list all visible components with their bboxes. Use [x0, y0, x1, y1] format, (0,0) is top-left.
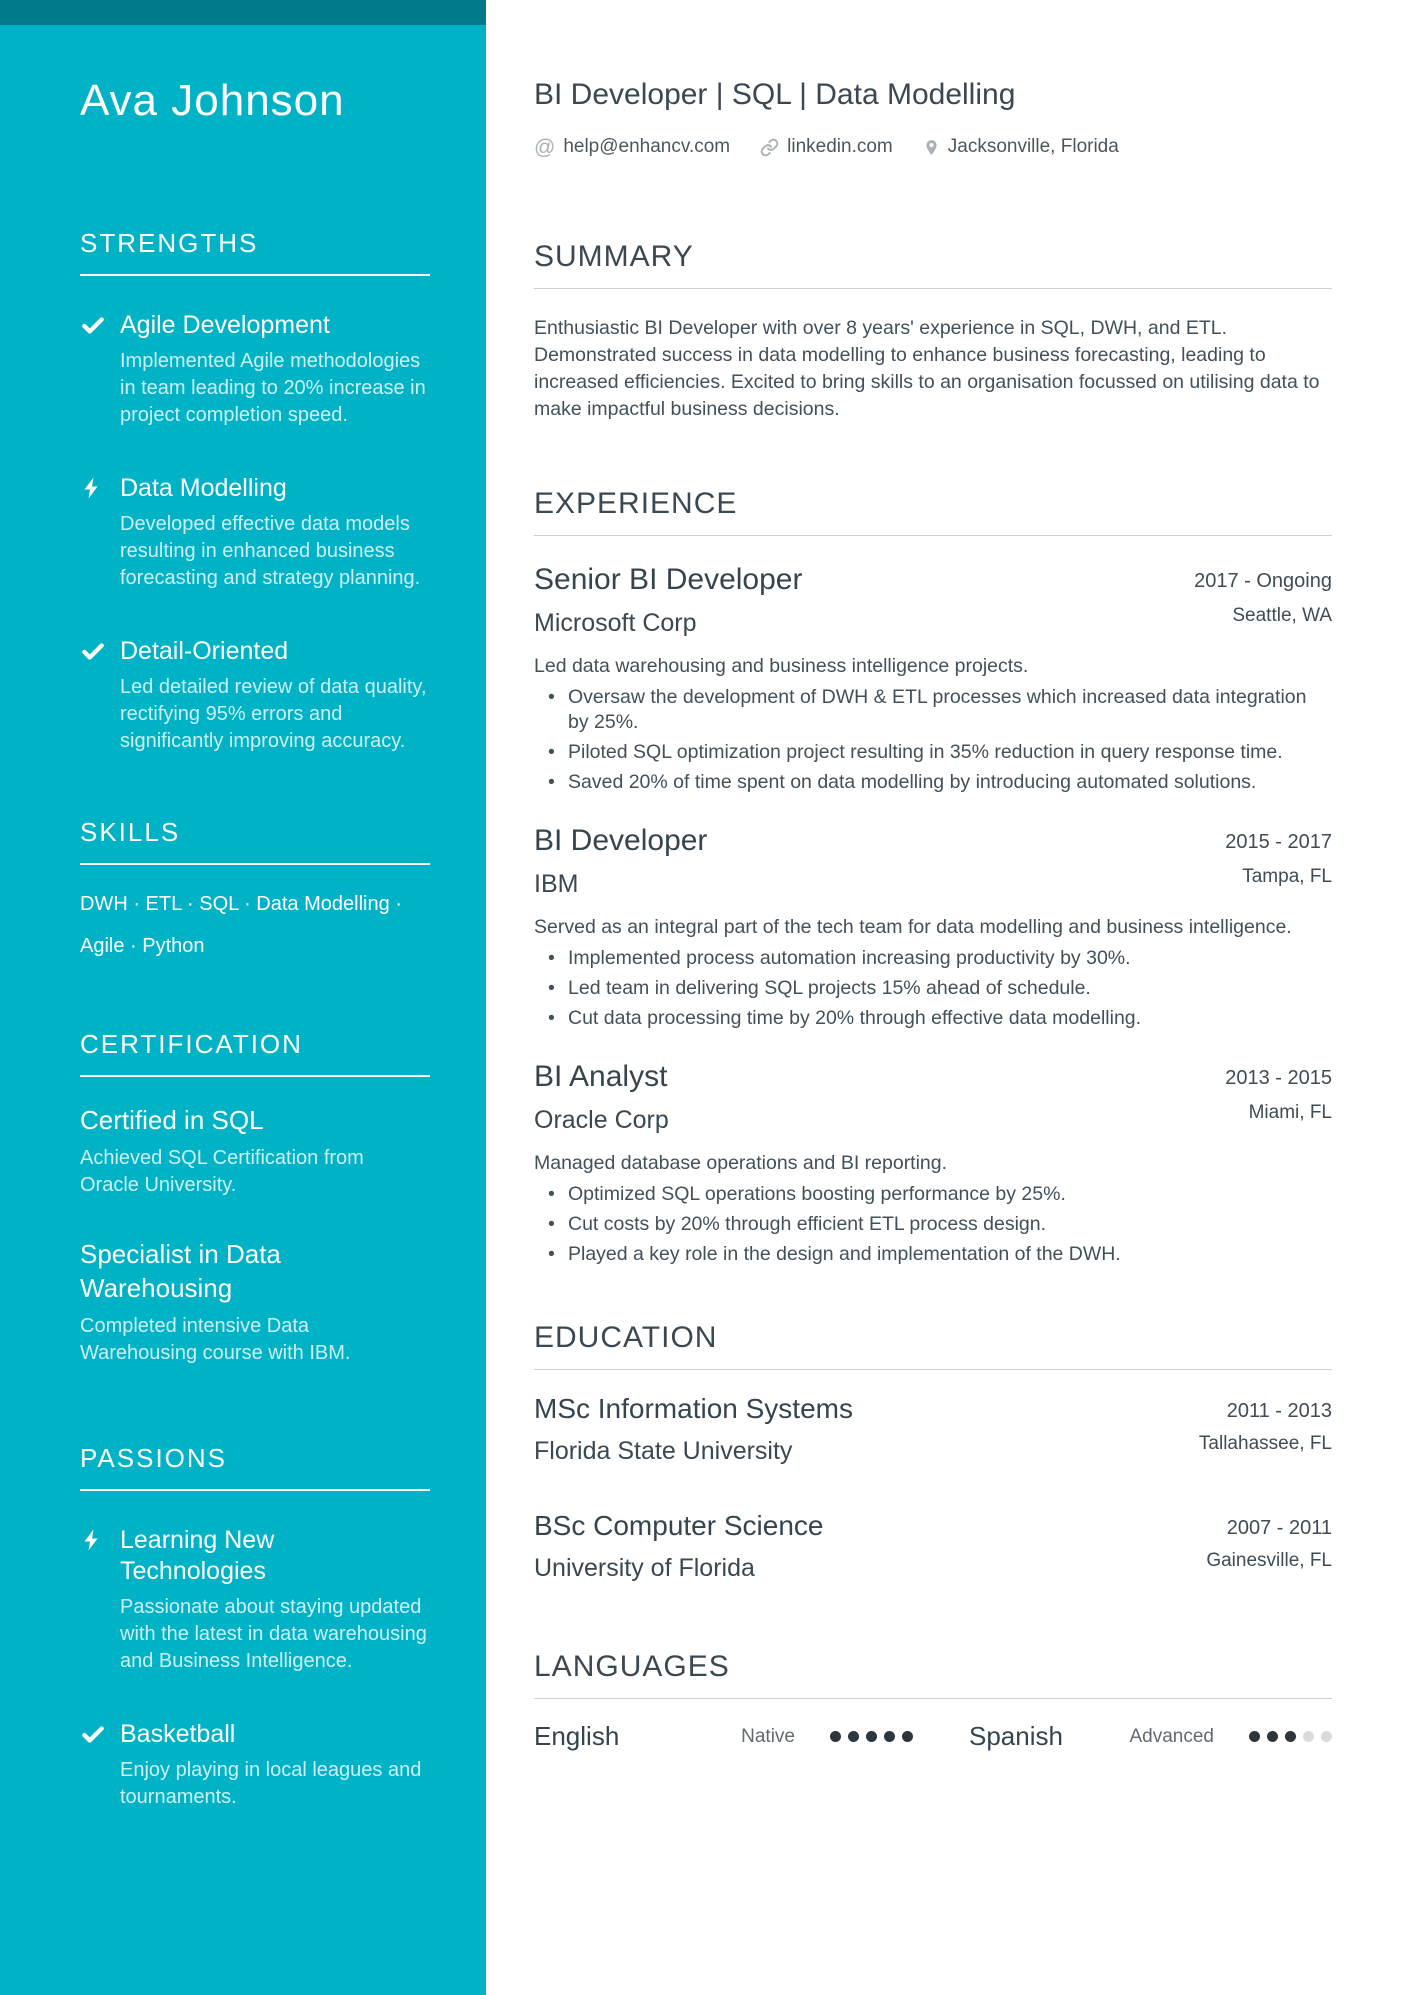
job-bullet: • Led team in delivering SQL projects 15% ahead of schedule.	[534, 976, 1332, 1001]
language-proficiency-dots	[1242, 1731, 1332, 1742]
languages-heading: LANGUAGES	[534, 1650, 730, 1683]
section-education	[534, 1321, 1332, 1584]
job-summary: Managed database operations and BI reporting.	[534, 1152, 948, 1174]
job-dates: 2015 - 2017	[1225, 831, 1332, 853]
education-degree: BSc Computer Science	[534, 1510, 824, 1541]
skills-list: DWH · ETL · SQL · Data Modelling · Agile · Python	[80, 893, 402, 958]
passion-title: Basketball	[120, 1720, 236, 1749]
sidebar	[0, 25, 486, 1995]
proficiency-dot	[830, 1731, 841, 1742]
proficiency-dot	[1321, 1731, 1332, 1742]
language-proficiency-dots	[823, 1731, 913, 1742]
job-company: Microsoft Corp	[534, 609, 697, 637]
education-dates: 2007 - 2011	[1226, 1517, 1332, 1539]
strength-text	[120, 310, 430, 429]
certification-heading: CERTIFICATION	[80, 1029, 430, 1077]
job-entry	[534, 823, 1332, 1031]
education-dates: 2011 - 2013	[1226, 1400, 1332, 1422]
contact-row	[534, 136, 1332, 158]
job-bullet: • Oversaw the development of DWH & ETL processes which increased data integration by 25%.	[534, 685, 1332, 735]
education-degree: MSc Information Systems	[534, 1393, 853, 1424]
language-name: English	[534, 1721, 620, 1751]
job-location: Seattle, WA	[1232, 605, 1332, 626]
language-entry	[933, 1721, 1332, 1752]
job-bullet: • Implemented process automation increasing productivity by 30%.	[534, 946, 1332, 971]
job-location: Tampa, FL	[1242, 866, 1332, 887]
section-summary	[534, 240, 1332, 423]
education-heading: EDUCATION	[534, 1321, 718, 1354]
proficiency-dot	[1303, 1731, 1314, 1742]
education-school: Florida State University	[534, 1437, 793, 1465]
check-icon	[80, 1719, 120, 1811]
strength-item	[80, 636, 430, 755]
lightning-icon	[80, 1525, 120, 1675]
strengths-heading: STRENGTHS	[80, 228, 430, 276]
job-bullet: • Saved 20% of time spent on data modelling by introducing automated solutions.	[534, 770, 1332, 795]
strength-title: Detail-Oriented	[120, 637, 289, 666]
contact-email[interactable]	[534, 136, 730, 158]
job-dates: 2017 - Ongoing	[1194, 570, 1332, 592]
language-name: Spanish	[969, 1721, 1063, 1751]
education-location: Tallahassee, FL	[1198, 1433, 1332, 1454]
contact-email-text: help@enhancv.com	[563, 136, 731, 157]
language-entry	[534, 1721, 933, 1752]
strength-description: Led detailed review of data quality, rectifying 95% errors and significantly improving accuracy.	[120, 676, 427, 753]
proficiency-dot	[1285, 1731, 1296, 1742]
job-company: IBM	[534, 870, 579, 898]
passion-item	[80, 1719, 430, 1811]
sidebar-section-certification	[80, 1029, 430, 1367]
passion-text	[120, 1719, 430, 1811]
education-location: Gainesville, FL	[1206, 1550, 1332, 1571]
lightning-icon	[80, 473, 120, 592]
education-entry	[534, 1392, 1332, 1467]
certification-item	[80, 1103, 430, 1199]
job-role: Senior BI Developer	[534, 563, 803, 596]
strength-title: Data Modelling	[120, 474, 287, 503]
experience-heading: EXPERIENCE	[534, 487, 738, 520]
main-column	[534, 0, 1332, 1752]
summary-heading: SUMMARY	[534, 240, 694, 273]
job-bullets	[534, 946, 1332, 1031]
strength-text	[120, 636, 430, 755]
passion-item	[80, 1525, 430, 1675]
strength-title: Agile Development	[120, 311, 330, 340]
job-bullet: • Optimized SQL operations boosting performance by 25%.	[534, 1182, 1332, 1207]
headline: BI Developer | SQL | Data Modelling	[534, 78, 1016, 111]
section-rule	[534, 1698, 1332, 1699]
strength-text	[120, 473, 430, 592]
proficiency-dot	[902, 1731, 913, 1742]
check-icon	[80, 636, 120, 755]
strength-item	[80, 473, 430, 592]
strength-description: Implemented Agile methodologies in team leading to 20% increase in project completion speed.	[120, 350, 426, 427]
strength-item	[80, 310, 430, 429]
sidebar-section-skills	[80, 817, 430, 967]
proficiency-dot	[1249, 1731, 1260, 1742]
job-bullet: • Played a key role in the design and implementation of the DWH.	[534, 1242, 1332, 1267]
passion-description: Enjoy playing in local leagues and tournaments.	[120, 1759, 422, 1809]
proficiency-dot	[1267, 1731, 1278, 1742]
proficiency-dot	[866, 1731, 877, 1742]
passion-description: Passionate about staying updated with the latest in data warehousing and Business Intelligence.	[120, 1596, 427, 1673]
contact-location	[923, 136, 1119, 158]
contact-linkedin[interactable]	[760, 136, 893, 158]
certification-description: Completed intensive Data Warehousing course with IBM.	[80, 1315, 351, 1365]
section-rule	[534, 535, 1332, 536]
proficiency-dot	[884, 1731, 895, 1742]
job-role: BI Analyst	[534, 1060, 668, 1093]
passions-heading: PASSIONS	[80, 1443, 430, 1491]
job-summary: Served as an integral part of the tech team for data modelling and business intelligence.	[534, 916, 1292, 938]
languages-row	[534, 1721, 1332, 1752]
section-rule	[534, 1369, 1332, 1370]
certification-title: Certified in SQL	[80, 1105, 264, 1136]
summary-text: Enthusiastic BI Developer with over 8 years' experience in SQL, DWH, and ETL. Demonstrated success in data modelling to enhance business forecasting, leading to increased efficiencies. Excited to bring skills to an organisation focussed on utilising data to make impactful business decisions.	[534, 317, 1320, 420]
language-level: Advanced	[1129, 1725, 1214, 1747]
sidebar-section-strengths	[80, 228, 430, 755]
candidate-name: Ava Johnson	[80, 76, 345, 125]
passion-title: Learning New Technologies	[120, 1526, 275, 1586]
language-level: Native	[741, 1725, 795, 1747]
certification-item	[80, 1237, 430, 1367]
job-role: BI Developer	[534, 824, 708, 857]
job-entry	[534, 1059, 1332, 1267]
job-summary: Led data warehousing and business intelligence projects.	[534, 655, 1029, 677]
link-icon	[760, 138, 779, 157]
job-bullet: • Cut data processing time by 20% through effective data modelling.	[534, 1006, 1332, 1031]
section-languages	[534, 1650, 1332, 1752]
contact-location-text: Jacksonville, Florida	[947, 136, 1119, 157]
pin-icon	[923, 138, 940, 157]
certification-description: Achieved SQL Certification from Oracle University.	[80, 1147, 364, 1197]
proficiency-dot	[848, 1731, 859, 1742]
job-dates: 2013 - 2015	[1225, 1067, 1332, 1089]
job-company: Oracle Corp	[534, 1106, 669, 1134]
education-school: University of Florida	[534, 1554, 755, 1582]
job-bullet: • Piloted SQL optimization project resulting in 35% reduction in query response time.	[534, 740, 1332, 765]
job-bullets	[534, 1182, 1332, 1267]
job-bullet: • Cut costs by 20% through efficient ETL process design.	[534, 1212, 1332, 1237]
sidebar-section-passions	[80, 1443, 430, 1811]
passion-text	[120, 1525, 430, 1675]
job-location: Miami, FL	[1248, 1102, 1332, 1123]
contact-linkedin-text: linkedin.com	[787, 136, 893, 157]
skills-heading: SKILLS	[80, 817, 430, 865]
strength-description: Developed effective data models resulting in enhanced business forecasting and strategy planning.	[120, 513, 421, 590]
certification-title: Specialist in Data Warehousing	[80, 1239, 281, 1304]
top-accent-bar	[0, 0, 486, 25]
section-experience	[534, 487, 1332, 1267]
at-icon: @	[534, 135, 556, 159]
check-icon	[80, 310, 120, 429]
section-rule	[534, 288, 1332, 289]
job-bullets	[534, 685, 1332, 795]
job-entry	[534, 562, 1332, 795]
education-entry	[534, 1509, 1332, 1584]
